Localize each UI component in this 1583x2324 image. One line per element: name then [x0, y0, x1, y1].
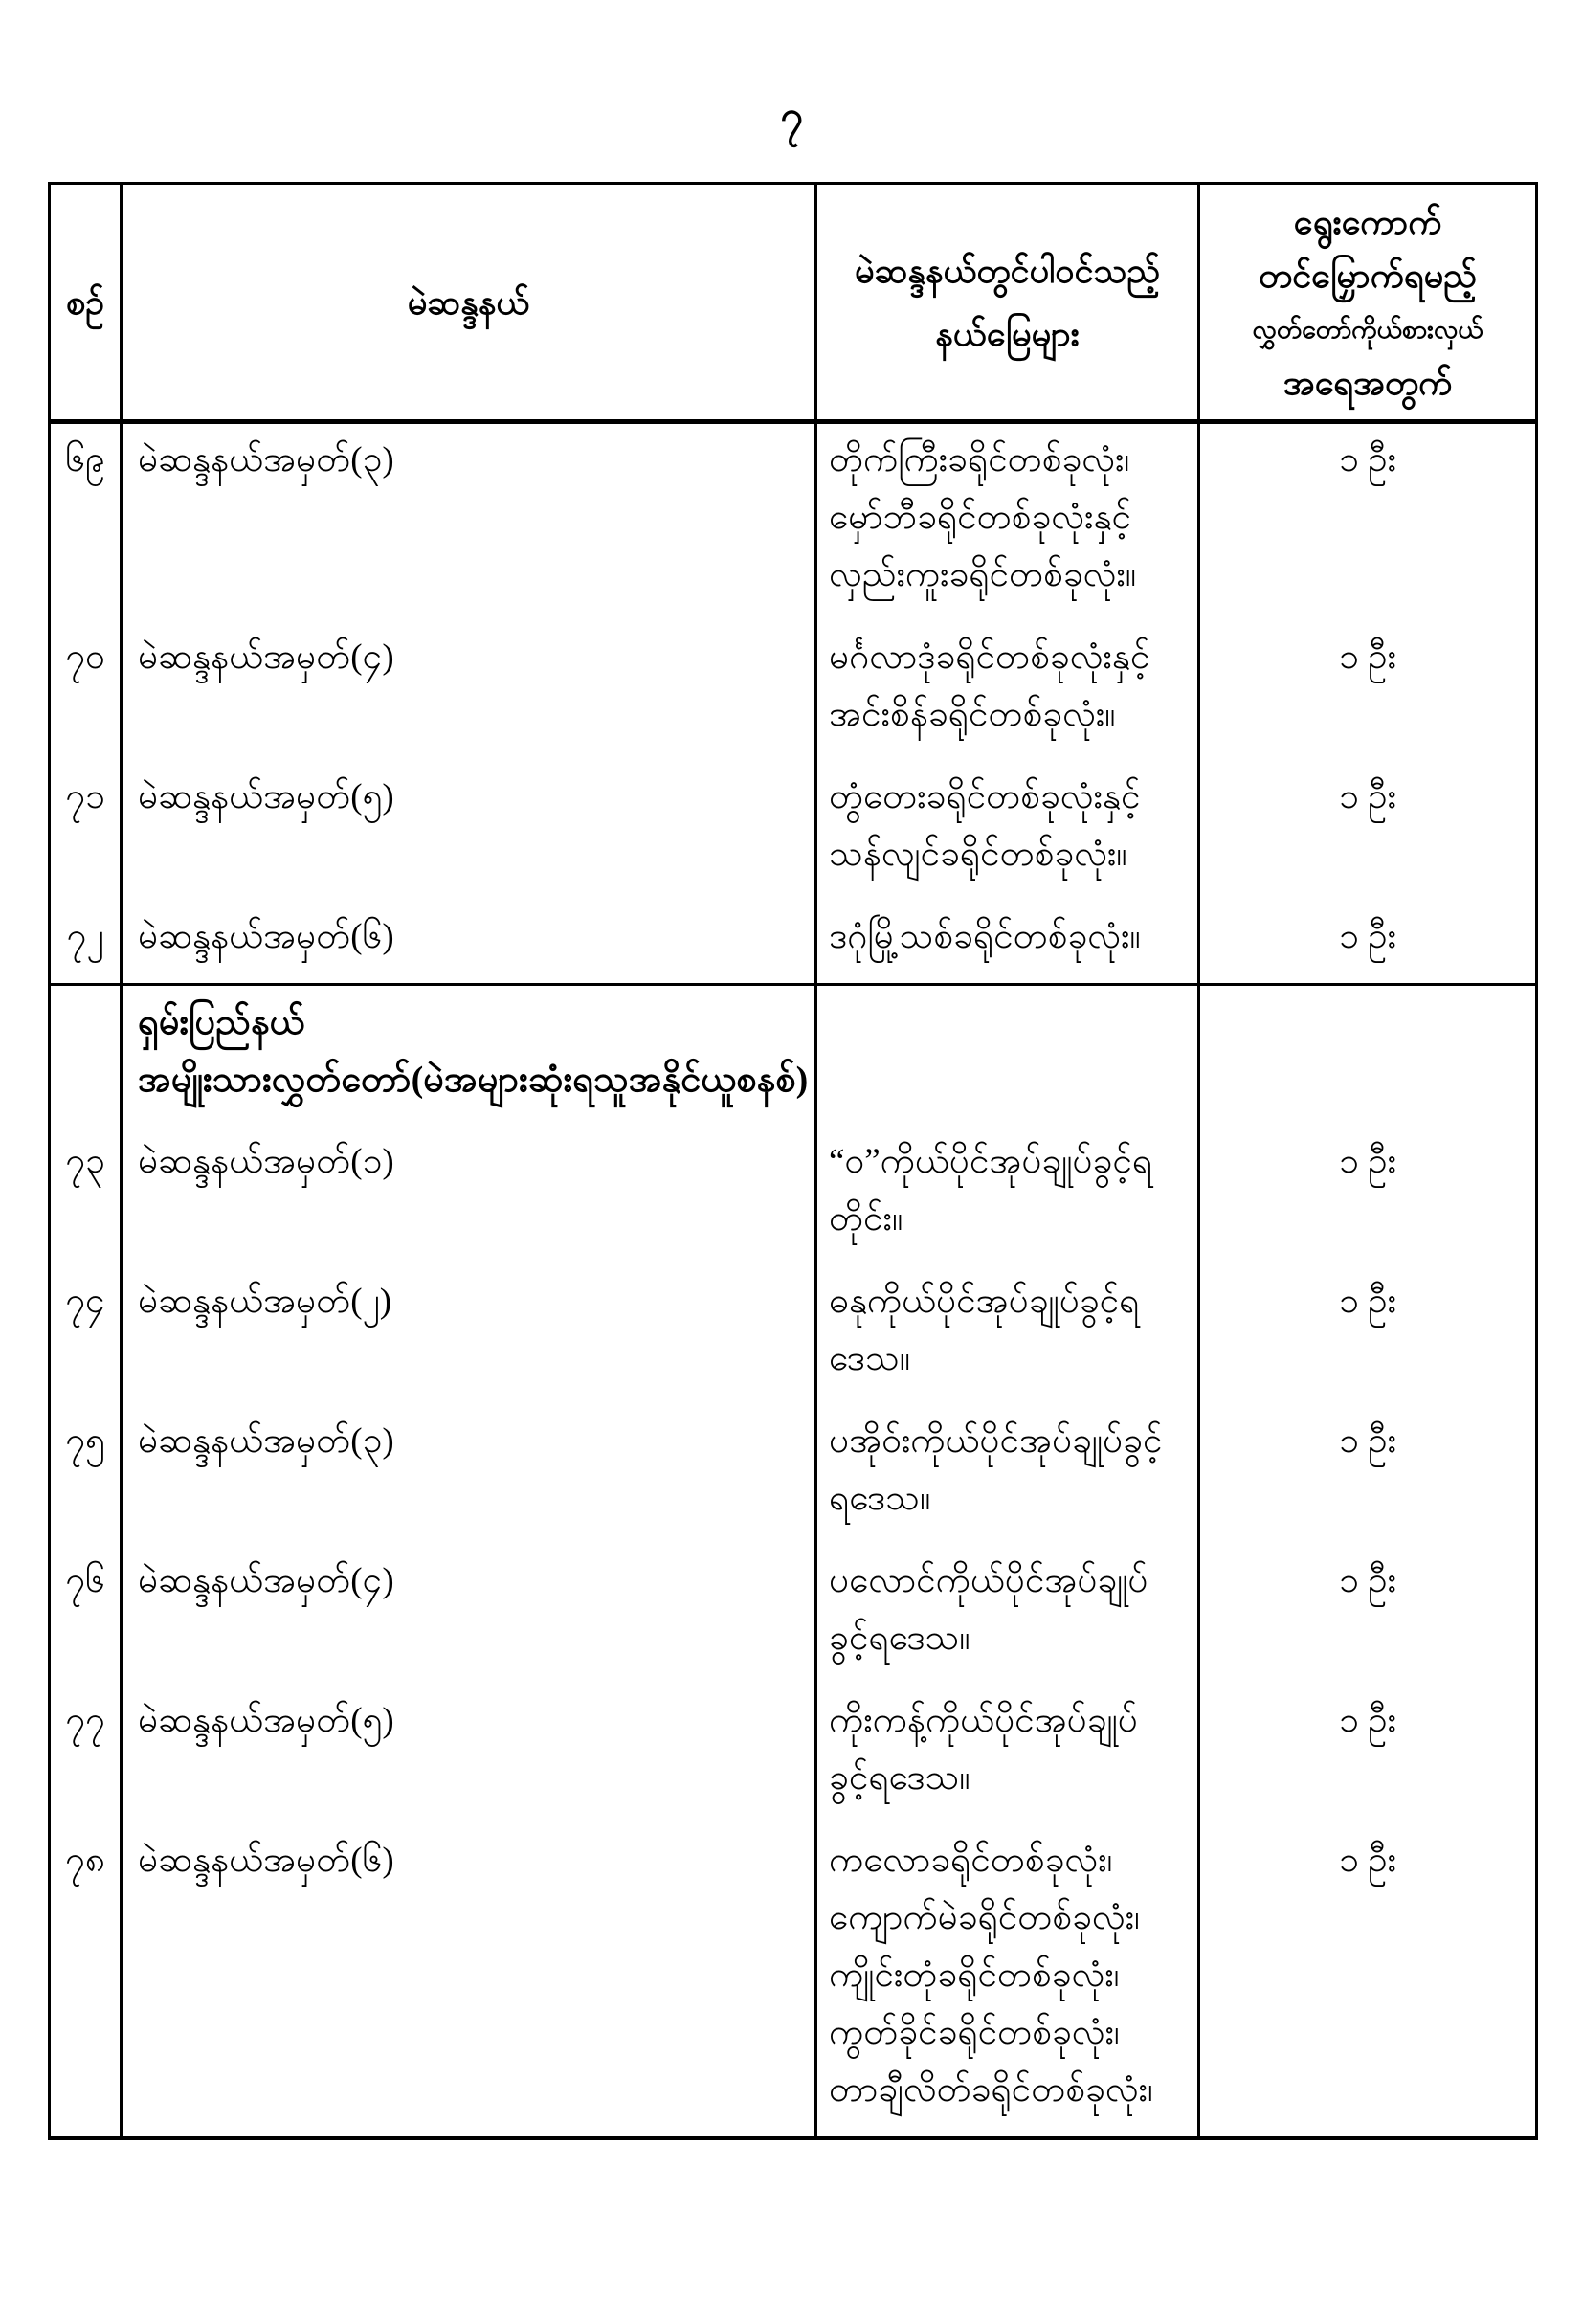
constituency-cell: မဲဆန္ဒနယ်အမှတ်(၅)	[123, 1685, 817, 1824]
representatives-cell: ၁ ဦး	[1339, 917, 1396, 956]
areas-cell	[817, 761, 1200, 901]
header-areas-line2: နယ်မြေများ	[935, 314, 1080, 353]
area-line: ဒဂုံမြို့သစ်ခရိုင်တစ်ခုလုံး။	[829, 917, 1141, 956]
section-header-empty-serial	[51, 986, 123, 1126]
section-title-chamber: အမျိုးသားလွှတ်တော်(မဲအများဆုံးရသူအနိုင်ယူစနစ်)	[138, 1060, 809, 1100]
representatives-table	[48, 182, 1538, 2140]
row-number-cell: ၇၃	[51, 1126, 123, 1265]
constituency-cell: မဲဆန္ဒနယ်အမှတ်(၆)	[123, 1824, 817, 2136]
area-line: “ဝ”ကိုယ်ပိုင်အုပ်ချုပ်ခွင့်ရ	[829, 1142, 1153, 1181]
areas-cell	[817, 621, 1200, 761]
area-line: ကျိုင်းတုံခရိုင်တစ်ခုလုံး၊	[829, 1955, 1120, 1995]
section-title	[123, 986, 817, 1126]
header-reps-line3: လွှတ်တော်ကိုယ်စားလှယ်	[1252, 314, 1483, 344]
row-number-cell: ၆၉	[51, 424, 123, 621]
header-constituency-label: မဲဆန္ဒနယ်	[407, 282, 530, 322]
table-row	[51, 1126, 1535, 1265]
areas-cell	[817, 1685, 1200, 1824]
areas-cell	[817, 1405, 1200, 1545]
section1-body	[51, 424, 1535, 983]
header-areas-line1: မဲဆန္ဒနယ်တွင်ပါဝင်သည့်	[854, 251, 1161, 290]
representatives-cell: ၁ ဦး	[1339, 440, 1396, 480]
area-line: လှည်းကူးခရိုင်တစ်ခုလုံး။	[829, 555, 1136, 594]
row-number-cell: ၇၀	[51, 621, 123, 761]
area-line: ဓနုကိုယ်ပိုင်အုပ်ချုပ်ခွင့်ရ	[829, 1282, 1140, 1321]
row-number-cell: ၇၄	[51, 1265, 123, 1405]
table-row	[51, 901, 1535, 983]
table-row	[51, 1824, 1535, 2136]
area-line: မှော်ဘီခရိုင်တစ်ခုလုံးနှင့်	[829, 498, 1132, 537]
representatives-cell: ၁ ဦး	[1339, 777, 1396, 816]
header-cell-serial	[51, 185, 123, 419]
area-line: မင်္ဂလာဒုံခရိုင်တစ်ခုလုံးနှင့်	[829, 637, 1150, 677]
area-line: ကွတ်ခိုင်ခရိုင်တစ်ခုလုံး၊	[829, 2013, 1120, 2052]
areas-cell	[817, 1265, 1200, 1405]
header-reps-line2: တင်မြှောက်ရမည့်	[1259, 256, 1477, 295]
header-cell-constituency	[123, 185, 817, 419]
area-line: အင်းစိန်ခရိုင်တစ်ခုလုံး။	[829, 695, 1116, 734]
constituency-cell: မဲဆန္ဒနယ်အမှတ်(၄)	[123, 1545, 817, 1685]
row-number-cell: ၇၆	[51, 1545, 123, 1685]
header-reps-line1: ရွေးကောက်	[1293, 202, 1442, 241]
area-line: တိုင်း။	[829, 1199, 903, 1239]
representatives-cell: ၁ ဦး	[1339, 1421, 1396, 1461]
constituency-cell: မဲဆန္ဒနယ်အမှတ်(၁)	[123, 1126, 817, 1265]
table-row	[51, 621, 1535, 761]
area-line: ကျောက်မဲခရိုင်တစ်ခုလုံး၊	[829, 1898, 1140, 1937]
section-header-empty-reps	[1200, 986, 1535, 1126]
constituency-cell: မဲဆန္ဒနယ်အမှတ်(၃)	[123, 1405, 817, 1545]
area-line: သန်လျင်ခရိုင်တစ်ခုလုံး။	[829, 835, 1127, 874]
area-line: ပလောင်ကိုယ်ပိုင်အုပ်ချုပ်	[829, 1561, 1148, 1600]
page-number: ၇	[780, 95, 803, 139]
table-row	[51, 1265, 1535, 1405]
header-cell-areas	[817, 185, 1200, 419]
constituency-cell: မဲဆန္ဒနယ်အမှတ်(၂)	[123, 1265, 817, 1405]
representatives-cell: ၁ ဦး	[1339, 1282, 1396, 1321]
representatives-cell: ၁ ဦး	[1339, 1701, 1396, 1740]
row-number-cell: ၇၅	[51, 1405, 123, 1545]
header-reps-line4: အရေအတွက်	[1282, 363, 1453, 402]
area-line: ကိုးကန့်ကိုယ်ပိုင်အုပ်ချုပ်	[829, 1701, 1138, 1740]
table-row	[51, 1405, 1535, 1545]
header-serial-label: စဉ်	[65, 282, 105, 322]
representatives-cell: ၁ ဦး	[1339, 1142, 1396, 1181]
constituency-cell: မဲဆန္ဒနယ်အမှတ်(၄)	[123, 621, 817, 761]
area-line: ခွင့်ရဒေသ။	[829, 1758, 970, 1798]
header-cell-representatives	[1200, 185, 1535, 419]
row-number-cell: ၇၇	[51, 1685, 123, 1824]
row-number-cell: ၇၂	[51, 901, 123, 983]
constituency-cell: မဲဆန္ဒနယ်အမှတ်(၅)	[123, 761, 817, 901]
constituency-cell: မဲဆန္ဒနယ်အမှတ်(၃)	[123, 424, 817, 621]
representatives-cell: ၁ ဦး	[1339, 637, 1396, 677]
area-line: ကလောခရိုင်တစ်ခုလုံး၊	[829, 1841, 1113, 1880]
section-header-empty-areas	[817, 986, 1200, 1126]
row-number-cell: ၇၈	[51, 1824, 123, 2136]
areas-cell	[817, 1545, 1200, 1685]
area-line: ဒေသ။	[829, 1339, 910, 1378]
table-row	[51, 1685, 1535, 1824]
header-row	[51, 185, 1535, 424]
representatives-cell: ၁ ဦး	[1339, 1561, 1396, 1600]
document-page	[0, 86, 1583, 2324]
table-row	[51, 1545, 1535, 1685]
section2-body	[51, 983, 1535, 2136]
area-line: တာချီလိတ်ခရိုင်တစ်ခုလုံး၊	[829, 2070, 1153, 2110]
areas-cell	[817, 901, 1200, 983]
areas-cell	[817, 424, 1200, 621]
constituency-cell: မဲဆန္ဒနယ်အမှတ်(၆)	[123, 901, 817, 983]
table-row	[51, 761, 1535, 901]
row-number-cell: ၇၁	[51, 761, 123, 901]
section-header-row	[51, 986, 1535, 1126]
areas-cell	[817, 1824, 1200, 2136]
area-line: ပအိုဝ်းကိုယ်ပိုင်အုပ်ချုပ်ခွင့်	[829, 1421, 1163, 1461]
areas-cell	[817, 1126, 1200, 1265]
area-line: တိုက်ကြီးခရိုင်တစ်ခုလုံး၊	[829, 440, 1130, 480]
representatives-cell: ၁ ဦး	[1339, 1841, 1396, 1880]
area-line: ရဒေသ။	[829, 1479, 931, 1518]
area-line: တွံတေးခရိုင်တစ်ခုလုံးနှင့်	[829, 777, 1141, 816]
section-title-state: ရှမ်းပြည်နယ်	[138, 1002, 305, 1042]
table-row	[51, 424, 1535, 621]
area-line: ခွင့်ရဒေသ။	[829, 1619, 970, 1658]
